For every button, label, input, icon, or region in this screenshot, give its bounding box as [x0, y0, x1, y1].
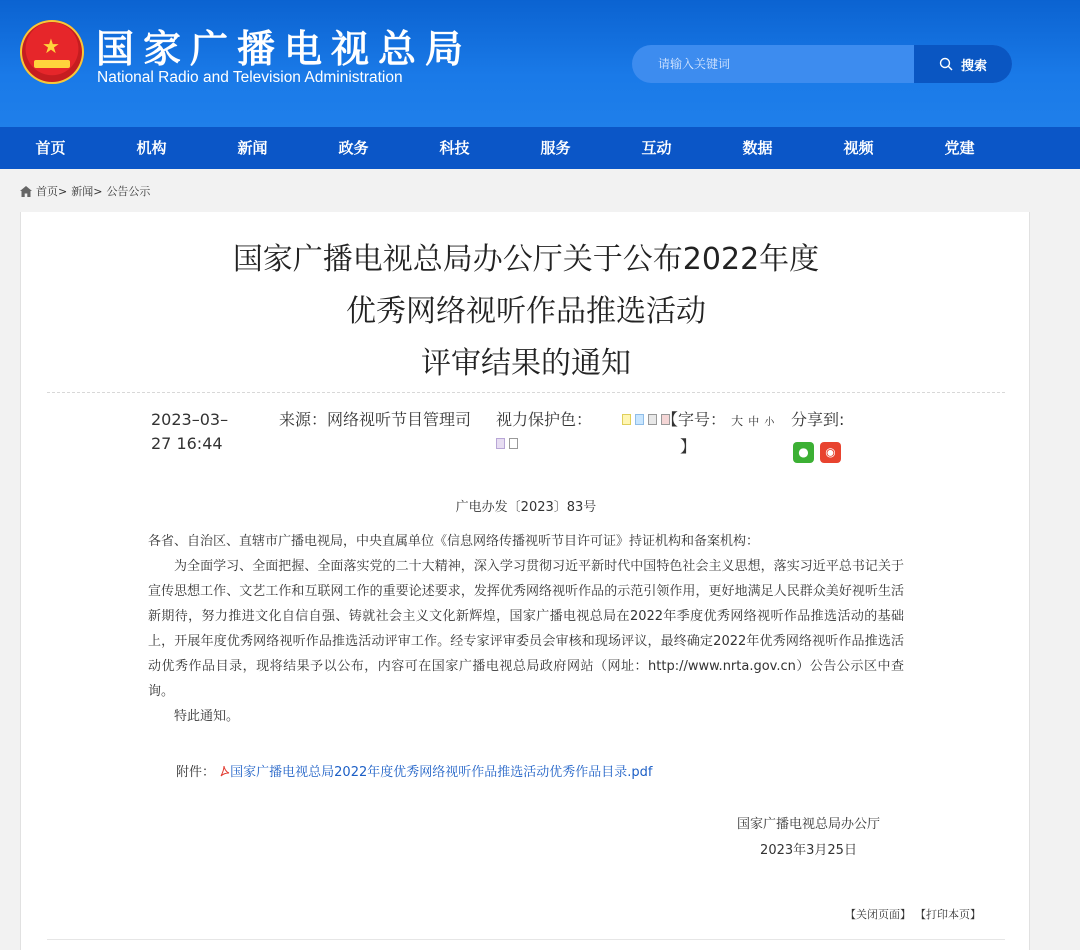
attachment-label: 附件： [176, 765, 216, 780]
vision-color-white[interactable] [509, 438, 518, 449]
breadcrumb [20, 183, 150, 199]
font-size-close: 】 [680, 437, 697, 456]
search-button[interactable] [914, 45, 1012, 83]
nav-item-news[interactable]: 新闻 [237, 139, 268, 157]
publish-date: 2023–03–27 16:44 [151, 410, 229, 453]
nav-item-data[interactable]: 数据 [742, 139, 773, 157]
title-divider [47, 392, 1005, 393]
nav-item-organization[interactable]: 机构 [136, 139, 167, 157]
signature [737, 812, 880, 864]
article-source [279, 408, 471, 432]
signer-name: 国家广播电视总局办公厅 [737, 817, 881, 832]
nav-item-party-building[interactable]: 党建 [944, 139, 975, 157]
home-icon [20, 186, 32, 197]
document-number: 广电办发〔2023〕83号 [455, 500, 597, 515]
breadcrumb-current[interactable]: 公告公示 [106, 185, 151, 198]
main-paragraph: 为全面学习、全面把握、全面落实党的二十大精神，深入学习贯彻习近平新时代中国特色社会主义思想，落实习近平总书记关于宣传思想工作、文艺工作和互联网工作的重要论述要求，发挥优秀网络视听作品的示范引领作用，更好地满足人民群众美好视听生活新期待，努力推进文化自信自强、铸就社会主义文化新辉煌，国家广播电视总局在2022年季度优秀网络视听作品推选活动的基础上，开展年度优秀网络视听作品推选活动评审工作。经专家评审委员会审核和现场评议，最终确定2022年优秀网络视听作品推选活动优秀作品目录，现将结果予以公布，内容可在国家广播电视总局政府网站（网址：http://www.nrta.gov.cn）公告公示区中查询。 [148, 559, 904, 699]
wechat-share-icon[interactable]: ● [793, 442, 814, 463]
vision-color-purple[interactable] [496, 438, 505, 449]
search-bar [632, 45, 1012, 83]
article-title-line: 国家广播电视总局办公厅关于公布2022年度 [232, 242, 820, 277]
print-page-button[interactable]: 【打印本页】 [915, 908, 981, 921]
font-size-medium[interactable]: 中 [748, 415, 760, 428]
search-icon [939, 57, 953, 71]
weibo-share-icon[interactable]: ◉ [820, 442, 841, 463]
site-title-cn[interactable]: 国家广播电视总局 [96, 27, 473, 71]
search-input[interactable] [632, 45, 914, 83]
article-card [20, 212, 1030, 950]
article-title-line: 评审结果的通知 [421, 346, 631, 381]
nav-item-video[interactable]: 视频 [843, 139, 874, 157]
share-buttons [793, 442, 841, 463]
breadcrumb-home[interactable]: 首页> [36, 185, 68, 198]
source-value: 网络视听节目管理司 [327, 410, 472, 429]
vision-color-blue[interactable] [635, 414, 644, 425]
nav-item-technology[interactable]: 科技 [439, 139, 470, 157]
sign-date: 2023年3月25日 [760, 843, 857, 858]
search-button-label: 搜索 [960, 58, 987, 74]
nav-item-home[interactable]: 首页 [35, 139, 66, 157]
salutation-paragraph: 各省、自治区、直辖市广播电视局，中央直属单位《信息网络传播视听节目许可证》持证机构和备案机构： [148, 534, 760, 549]
font-size-large[interactable]: 大 [731, 414, 744, 428]
close-page-button[interactable]: 【关闭页面】 [845, 908, 911, 921]
nav-item-government-affairs[interactable]: 政务 [338, 139, 369, 157]
vision-color-yellow[interactable] [622, 414, 631, 425]
main-nav [0, 127, 1080, 169]
vision-protection [496, 408, 592, 449]
vision-color-gray[interactable] [648, 414, 657, 425]
vision-label: 视力保护色： [496, 410, 593, 429]
closing-paragraph: 特此通知。 [174, 709, 240, 724]
share-label: 分享到: [791, 410, 845, 429]
bottom-divider [47, 939, 1005, 940]
site-header [0, 0, 1080, 127]
breadcrumb-news[interactable]: 新闻> [71, 185, 103, 198]
font-size-small[interactable]: 小 [764, 417, 775, 428]
nav-item-interaction[interactable]: 互动 [641, 139, 672, 157]
nav-item-services[interactable]: 服务 [540, 139, 571, 157]
attachment [176, 761, 652, 780]
page-tools [845, 906, 981, 922]
article-title-line: 优秀网络视听作品推选活动 [346, 294, 706, 329]
site-title-en[interactable]: National Radio and Television Administration [97, 69, 403, 86]
national-emblem-icon: ★ [20, 20, 84, 84]
font-size-label: 【字号： [662, 410, 727, 429]
article-body [148, 529, 904, 729]
source-label: 来源： [279, 410, 328, 429]
font-size-control [662, 408, 774, 459]
attachment-link[interactable]: 国家广播电视总局2022年度优秀网络视听作品推选活动优秀作品目录.pdf [230, 765, 653, 780]
vision-swatches-row2 [496, 438, 592, 449]
pdf-icon [219, 765, 230, 777]
article-title [21, 234, 1031, 390]
